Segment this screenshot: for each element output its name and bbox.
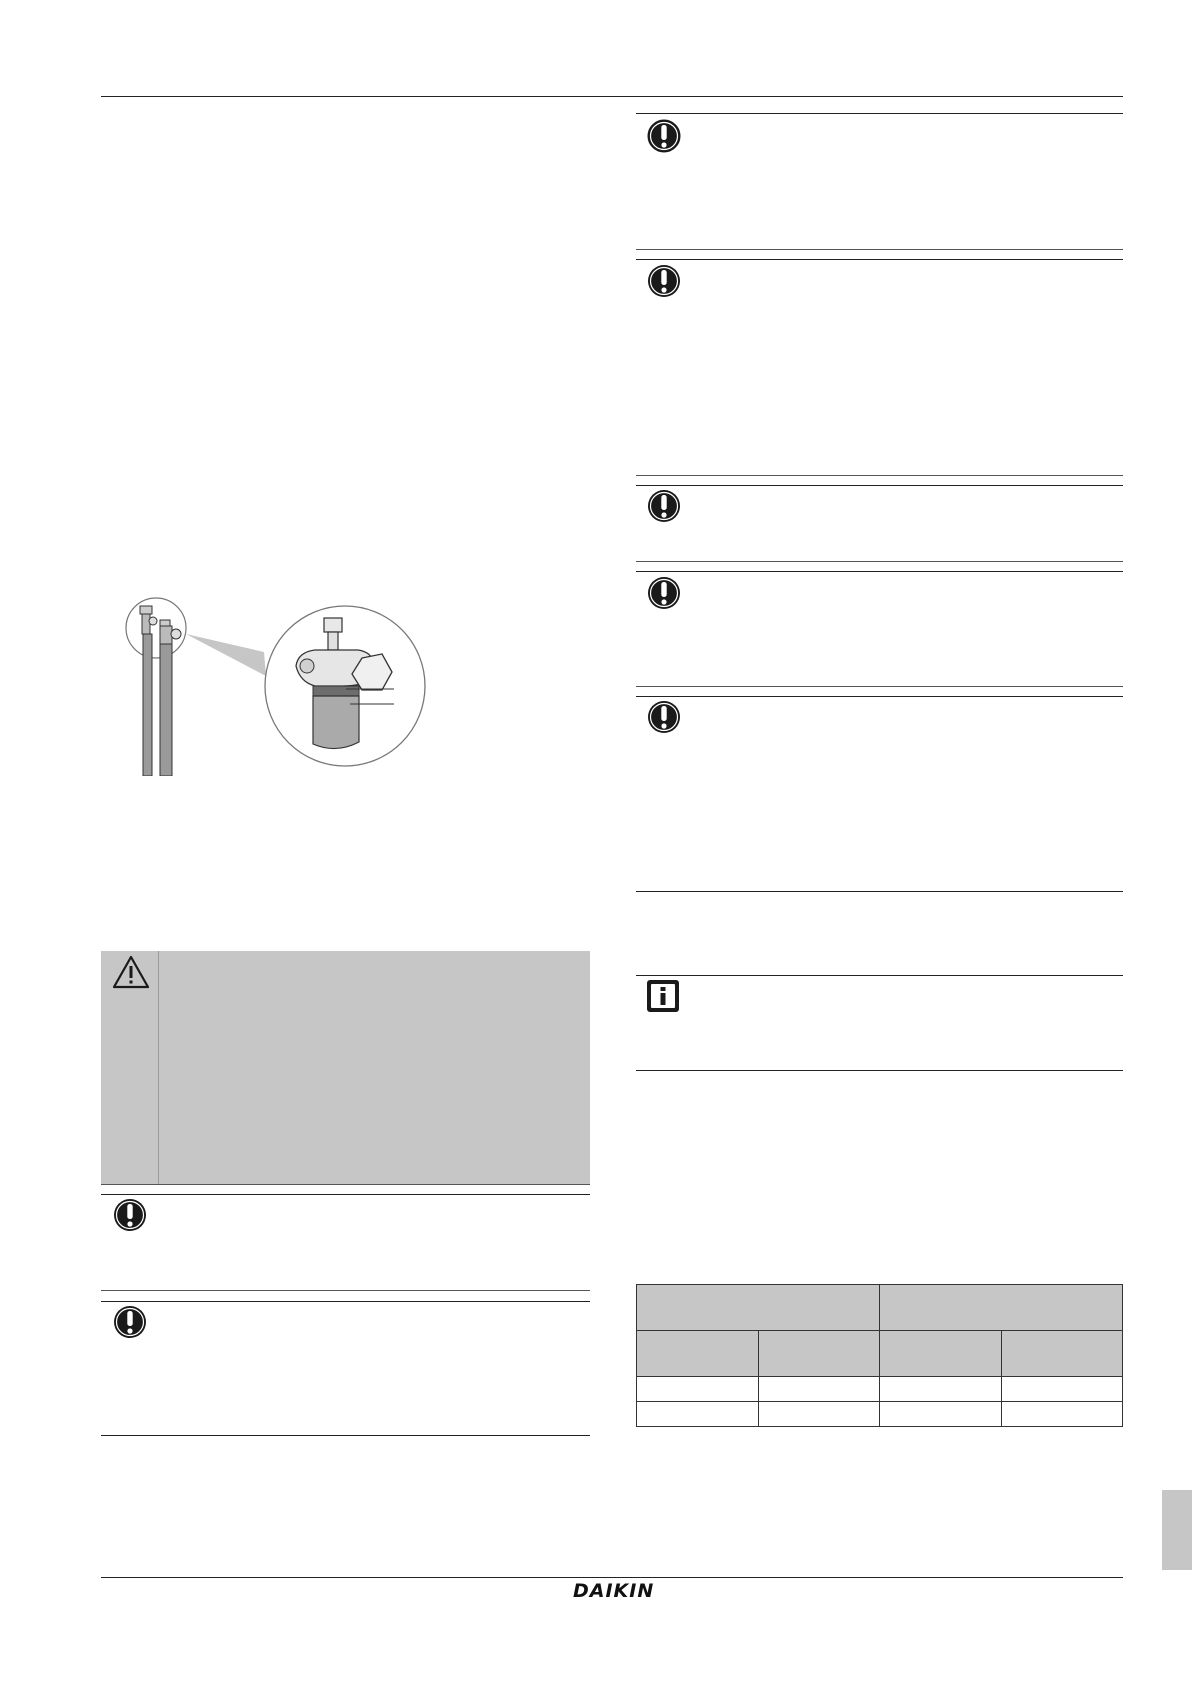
note-4-top-rule [636, 571, 1123, 572]
table-cell [758, 1402, 880, 1427]
header-rule [101, 96, 1123, 97]
exclamation-icon [646, 699, 682, 735]
exclamation-icon [112, 1197, 148, 1233]
exclamation-icon [646, 575, 682, 611]
stop-valve-piping-illustration [110, 594, 500, 776]
warning-triangle-icon [112, 955, 150, 989]
note-2-bottom-rule [636, 475, 1123, 476]
table-row [637, 1402, 1123, 1427]
exclamation-icon [112, 1304, 148, 1340]
warning-notice [101, 951, 590, 1184]
exclamation-icon [646, 488, 682, 524]
table-header-group [637, 1285, 880, 1331]
note-1-bottom-rule [636, 249, 1123, 250]
table-cell [637, 1402, 759, 1427]
note-2-top-rule [636, 259, 1123, 260]
table-cell [1001, 1402, 1123, 1427]
table-cell [637, 1377, 759, 1402]
left-note-a-top-rule [101, 1194, 590, 1195]
left-note-a-bottom-rule [101, 1290, 590, 1291]
table-subheader-row [637, 1331, 1123, 1377]
spec-table [636, 1284, 1123, 1427]
table-cell [880, 1377, 1002, 1402]
chapter-tab-marker [1162, 1490, 1192, 1570]
table-header-group [880, 1285, 1123, 1331]
footer-rule [101, 1577, 1123, 1578]
note-5-bottom-rule [636, 891, 1123, 892]
note-5-top-rule [636, 696, 1123, 697]
note-3-bottom-rule [636, 561, 1123, 562]
info-note-bottom-rule [636, 1070, 1123, 1071]
table-header-row [637, 1285, 1123, 1331]
exclamation-icon [646, 118, 682, 154]
warning-notice-bottom-rule [101, 1184, 590, 1185]
note-3-top-rule [636, 485, 1123, 486]
left-note-b-bottom-rule [101, 1435, 590, 1436]
exclamation-icon [646, 263, 682, 299]
info-note-top-rule [636, 975, 1123, 976]
note-1-top-rule [636, 113, 1123, 114]
daikin-logo: DAIKIN [573, 1580, 655, 1602]
table-subheader-cell [637, 1331, 759, 1377]
table-subheader-cell [880, 1331, 1002, 1377]
warning-notice-divider [158, 951, 159, 1184]
table-subheader-cell [758, 1331, 880, 1377]
note-4-bottom-rule [636, 686, 1123, 687]
left-note-b-top-rule [101, 1301, 590, 1302]
table-subheader-cell [1001, 1331, 1123, 1377]
info-icon [646, 979, 680, 1013]
table-cell [880, 1402, 1002, 1427]
table-cell [758, 1377, 880, 1402]
table-row [637, 1377, 1123, 1402]
table-cell [1001, 1377, 1123, 1402]
